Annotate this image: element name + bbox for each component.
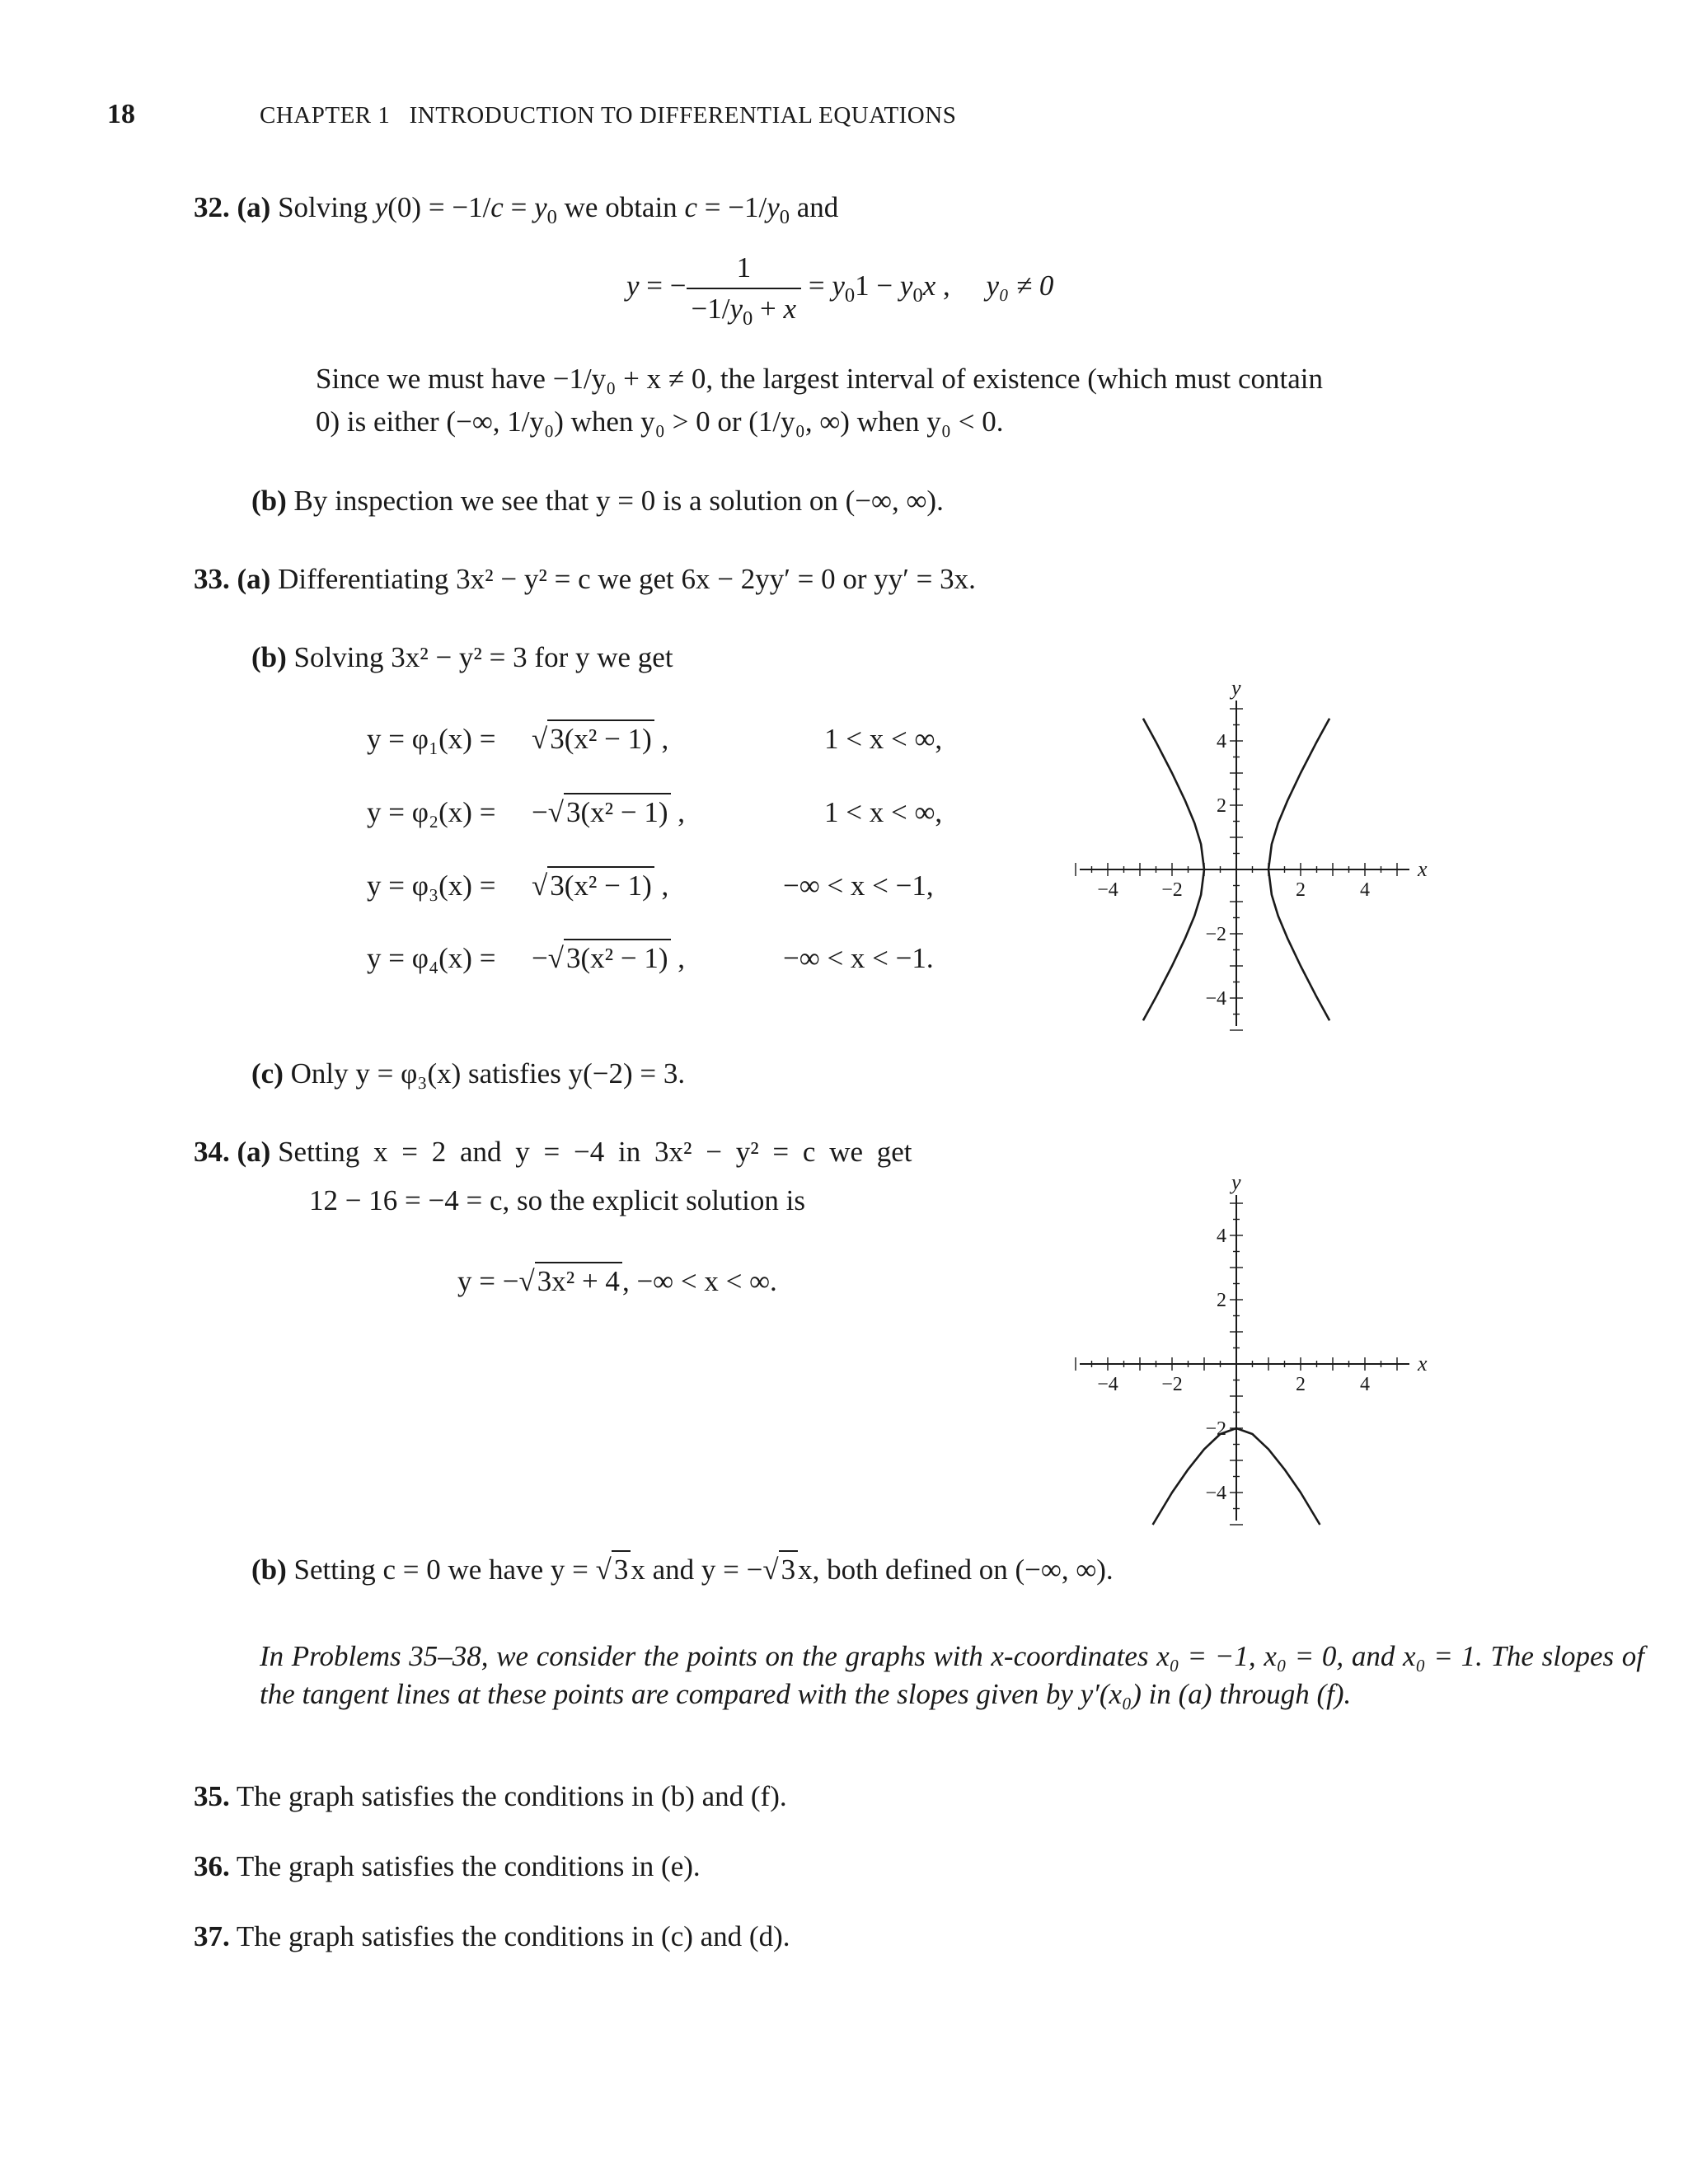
part-label: (a) xyxy=(237,1136,271,1168)
text-run: Differentiating 3x² − y² = c we get 6x − 2yy′ = 0 or yy′ = 3x. xyxy=(278,563,976,595)
answer-row xyxy=(194,1780,787,1813)
radicand: 3 xyxy=(779,1550,799,1586)
problem-32-a: 32. (a) Solving $y(0) = -1/c = y_0$ we obtain $c = -1/y_0$ and xyxy=(194,191,839,228)
page-number: 18 xyxy=(107,99,135,129)
hyperbola-graph xyxy=(1071,672,1434,1034)
x-axis-label: x xyxy=(1418,857,1428,881)
text-run: Setting x = 2 and y = −4 in 3x² − y² = c we get xyxy=(278,1136,912,1168)
solution-lhs: y = φ₃(x) = xyxy=(367,869,496,902)
equation-34: y = −√3x² + 4, −∞ < x < ∞. xyxy=(457,1265,777,1298)
equation-32: y = − $\frac{1}{-1/y_0 + x}$ = $y_01 - y_0x$ , y₀ ≠ 0 xyxy=(626,251,1054,330)
problem-number: 35. xyxy=(194,1780,230,1812)
text-run: x, both defined on (−∞, ∞). xyxy=(798,1554,1114,1586)
curve xyxy=(1268,719,1329,869)
problem-34-b: (b) Setting c = 0 we have y = √3x and y = −√3x, both defined on (−∞, ∞). xyxy=(251,1554,1114,1586)
solution-lhs: y = φ₄(x) = xyxy=(367,942,496,974)
solution-sign: − xyxy=(532,796,548,828)
running-header xyxy=(260,102,956,129)
problem-33-b xyxy=(251,641,673,674)
solution-row: y = φ₄(x) = −√3(x² − 1) , xyxy=(367,942,685,975)
condition: y₀ ≠ 0 xyxy=(986,269,1054,302)
p32-explanation-line2: 0) is either (−∞, 1/y₀) when y₀ > 0 or (1/y₀, ∞) when y₀ < 0. xyxy=(316,405,1004,438)
x-tick-label: 4 xyxy=(1360,879,1370,901)
intro-35-38: In Problems 35–38, we consider the points on the graphs with x-coordinates x₀ = −1, x₀ = 0, and x₀ = 1. The slopes of the tangent lines at these points are compared with the slopes given by y′(x₀) in (a) through (f). xyxy=(260,1640,1644,1710)
text-run: By inspection we see that y = 0 is a solution on (−∞, ∞). xyxy=(293,485,944,517)
radicand: 3(x² − 1) xyxy=(564,939,671,974)
solution-interval: 1 < x < ∞, xyxy=(824,723,943,755)
solution-row: y = φ₂(x) = −√3(x² − 1) , xyxy=(367,796,685,829)
solution-interval: −∞ < x < −1. xyxy=(783,942,934,974)
chapter-title: INTRODUCTION TO DIFFERENTIAL EQUATIONS xyxy=(409,102,957,129)
x-tick-label: −4 xyxy=(1097,879,1118,901)
problem-32-b xyxy=(251,485,944,518)
radicand: 3 xyxy=(612,1550,631,1586)
solution-interval: −∞ < x < −1, xyxy=(783,869,934,902)
y-tick-label: 4 xyxy=(1217,731,1226,752)
y-axis-label: y xyxy=(1231,1170,1241,1194)
problem-number: 36. xyxy=(194,1850,230,1882)
problem-34-a xyxy=(194,1136,912,1169)
radicand: 3x² + 4 xyxy=(535,1262,622,1297)
p32-explanation-line1: Since we must have −1/y₀ + x ≠ 0, the largest interval of existence (which must contain xyxy=(316,363,1324,395)
radicand: 3(x² − 1) xyxy=(547,866,654,902)
eq-lhs: y = − xyxy=(457,1265,519,1297)
y-tick-label: −4 xyxy=(1205,1483,1226,1504)
y-tick-label: 4 xyxy=(1217,1226,1226,1247)
text-run: x and y = − xyxy=(631,1554,763,1586)
part-label: (b) xyxy=(251,641,287,673)
problem-33-a xyxy=(194,563,976,596)
text-run: Solving xyxy=(278,191,368,223)
radicand: 3(x² − 1) xyxy=(564,793,671,828)
solution-row: y = φ₁(x) = √3(x² − 1) , xyxy=(367,723,668,756)
solution-interval: 1 < x < ∞, xyxy=(824,796,943,828)
x-tick-label: 4 xyxy=(1360,1374,1370,1395)
problem-number: 37. xyxy=(194,1920,230,1952)
x-tick-label: −4 xyxy=(1097,1374,1118,1395)
problem-number: 34. xyxy=(194,1136,230,1168)
solution-lhs: y = φ₁(x) = xyxy=(367,723,496,755)
answer-text: The graph satisfies the conditions in (b) and (f). xyxy=(236,1780,787,1812)
x-tick-label: 2 xyxy=(1296,1374,1306,1395)
solution-sign: − xyxy=(532,942,548,974)
text-run: and xyxy=(796,191,839,223)
answer-text: The graph satisfies the conditions in (c) and (d). xyxy=(236,1920,790,1952)
text-run: Setting c = 0 we have y = xyxy=(293,1554,588,1586)
part-label: (b) xyxy=(251,1554,287,1586)
y-tick-label: 2 xyxy=(1217,795,1226,817)
text-run: we obtain xyxy=(564,191,678,223)
fraction: $\frac{1}{-1/y_0 + x}$ xyxy=(687,251,802,326)
solution-lhs: y = φ₂(x) = xyxy=(367,796,496,828)
curve xyxy=(1143,719,1204,869)
y-tick-label: −2 xyxy=(1205,924,1226,945)
radicand: 3(x² − 1) xyxy=(547,719,654,755)
answer-row xyxy=(194,1920,790,1953)
x-tick-label: −2 xyxy=(1161,1374,1183,1395)
part-label: (a) xyxy=(237,563,271,595)
problem-number: 32. xyxy=(194,191,230,223)
y-tick-label: −2 xyxy=(1205,1418,1226,1440)
part-label: (c) xyxy=(251,1057,284,1090)
x-tick-label: −2 xyxy=(1161,879,1183,901)
y-tick-label: 2 xyxy=(1217,1290,1226,1311)
chapter-label: CHAPTER 1 xyxy=(260,102,391,129)
y-axis-label: y xyxy=(1231,676,1241,700)
answer-row xyxy=(194,1850,701,1883)
y-tick-label: −4 xyxy=(1205,988,1226,1010)
text-run: Only y = φ₃(x) satisfies y(−2) = 3. xyxy=(290,1057,686,1090)
problem-34-a-line2: 12 − 16 = −4 = c, so the explicit solution is xyxy=(309,1184,805,1216)
text-run: Solving 3x² − y² = 3 for y we get xyxy=(293,641,673,673)
x-axis-label: x xyxy=(1418,1352,1428,1376)
part-label: (b) xyxy=(251,485,287,517)
part-label: (a) xyxy=(237,191,271,223)
problem-33-c xyxy=(251,1057,685,1090)
eq-interval: , −∞ < x < ∞. xyxy=(621,1265,777,1297)
parabola-graph xyxy=(1071,1166,1434,1529)
x-tick-label: 2 xyxy=(1296,879,1306,901)
solution-row: y = φ₃(x) = √3(x² − 1) , xyxy=(367,869,668,902)
answer-text: The graph satisfies the conditions in (e). xyxy=(236,1850,701,1882)
problem-number: 33. xyxy=(194,563,230,595)
